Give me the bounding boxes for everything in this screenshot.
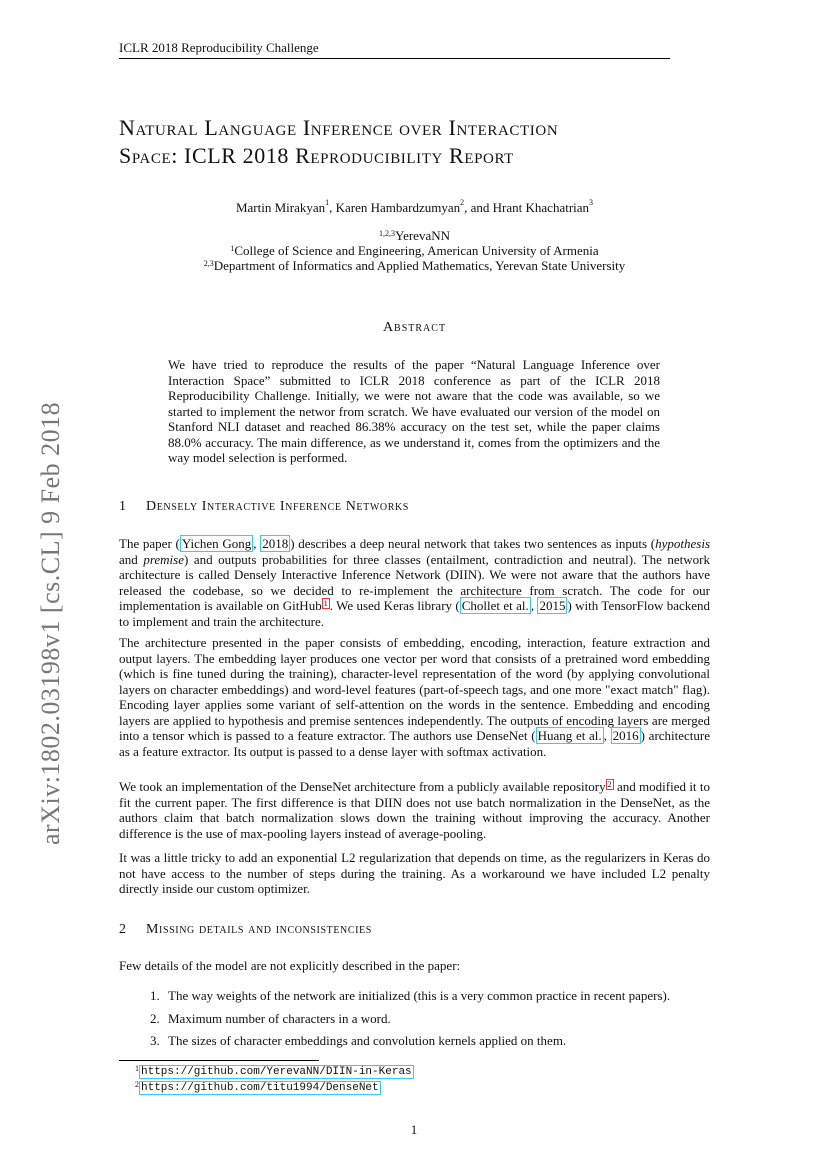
title-line-1: Natural Language Inference over Interaction bbox=[119, 115, 559, 140]
text: , bbox=[603, 728, 611, 743]
footnote-url-link[interactable]: https://github.com/YerevaNN/DIIN-in-Keras bbox=[141, 1066, 412, 1078]
arxiv-stamp[interactable]: arXiv:1802.03198v1 [cs.CL] 9 Feb 2018 bbox=[36, 401, 65, 845]
citation-link[interactable]: 2015 bbox=[539, 598, 566, 613]
header-rule bbox=[119, 58, 670, 59]
section-1-paragraph-3 bbox=[119, 779, 710, 841]
list-item bbox=[150, 1033, 710, 1048]
author-affil-sup: 1 bbox=[325, 198, 330, 207]
affiliation-line bbox=[119, 258, 710, 273]
affil-text: Department of Informatics and Applied Mathematics, Yerevan State University bbox=[213, 258, 626, 273]
section-number: 1 bbox=[119, 499, 127, 514]
list-text: The sizes of character embeddings and convolution kernels applied on them. bbox=[168, 1033, 567, 1048]
text: , bbox=[530, 598, 538, 613]
list-text: The way weights of the network are initialized (this is a very common practice in recent papers). bbox=[168, 988, 671, 1003]
section-1-heading bbox=[119, 499, 409, 515]
footnote-url-link[interactable]: https://github.com/titu1994/DenseNet bbox=[141, 1082, 379, 1094]
section-2-heading bbox=[119, 922, 372, 938]
citation-link[interactable]: Chollet et al. bbox=[461, 598, 529, 613]
footnote-rule bbox=[119, 1060, 319, 1061]
citation-link[interactable]: Yichen Gong bbox=[181, 536, 252, 551]
author-name: Hrant Khachatrian bbox=[492, 200, 590, 215]
footnote-number: 1 bbox=[135, 1064, 139, 1073]
affil-sup: 2,3 bbox=[203, 259, 214, 268]
abstract-heading: Abstract bbox=[382, 320, 447, 335]
list-item bbox=[150, 1011, 710, 1026]
citation-link[interactable]: 2018 bbox=[262, 536, 289, 551]
italic-term: premise bbox=[143, 551, 184, 567]
affil-text: College of Science and Engineering, American University of Armenia bbox=[234, 243, 599, 258]
text: We took an implementation of the DenseNet architecture from a publicly available repository bbox=[119, 779, 606, 794]
text: ) and outputs probabilities for three classes (entailment, contradiction and neutral). The network architecture is called Densely Interactive Inference Network (DIIN). We were not aware that the authors have released the codebase, so we decided to re-implement the architecture from scratch. The code for our implementation is available on GitHub bbox=[119, 551, 710, 613]
missing-details-list bbox=[150, 988, 710, 1056]
section-number: 2 bbox=[119, 922, 127, 937]
text: and modified it to fit the current paper. The first difference is that DIIN does not use batch normalization in the DenseNet, as the authors claim that batch normalization slows down the training without improving the accuracy. Another difference is the use of max-pooling layers instead of average-pooling. bbox=[119, 779, 710, 841]
section-1-paragraph-1 bbox=[119, 536, 710, 629]
title-line-2: Space: ICLR 2018 Reproducibility Report bbox=[119, 143, 514, 168]
text: ) describes a deep neural network that takes two sentences as inputs ( bbox=[290, 536, 656, 551]
affil-sup: 1 bbox=[230, 244, 235, 253]
text: ) architecture as a feature extractor. Its output is passed to a dense layer with softmax activation. bbox=[119, 728, 711, 759]
list-text: Maximum number of characters in a word. bbox=[168, 1010, 391, 1026]
section-2-intro: Few details of the model are not explicitly described in the paper: bbox=[119, 958, 461, 973]
abstract-text: We have tried to reproduce the results of the paper “Natural Language Inference over Interaction Space” submitted to ICLR 2018 conference as part of the ICLR 2018 Reproducibility Challenge. Initially, we were not aware that the code was available, so we started to implement the networ from scratch. We have evaluated our version of the model on Stanford NLI dataset and reached 86.38% accuracy on the test set, while the paper claims 88.0% accuracy. The main difference, as we understand it, comes from the optimizers and the way model selection is performed. bbox=[168, 357, 660, 465]
affil-sup: 1,2,3 bbox=[378, 229, 395, 238]
citation-link[interactable]: 2016 bbox=[612, 728, 639, 743]
citation-link[interactable]: Huang et al. bbox=[537, 728, 602, 743]
list-item bbox=[150, 988, 710, 1003]
footnote-2 bbox=[135, 1082, 381, 1094]
author-name: Karen Hambardzumyan bbox=[335, 200, 461, 215]
affiliation-line bbox=[119, 228, 710, 243]
affiliation-line bbox=[119, 243, 710, 258]
footnote-link[interactable]: 2 bbox=[607, 780, 612, 789]
author-name: Martin Mirakyan bbox=[235, 200, 326, 215]
running-header: ICLR 2018 Reproducibility Challenge bbox=[119, 40, 319, 55]
section-1-paragraph-4: It was a little tricky to add an exponential L2 regularization that depends on time, as the regularizers in Keras do not have access to the number of steps during the training. As a workaround we have included L2 penalty directly inside our custom optimizer. bbox=[119, 850, 710, 896]
author-affil-sup: 2 bbox=[460, 198, 465, 207]
author-affil-sup: 3 bbox=[589, 198, 594, 207]
author-sep: , bbox=[329, 200, 336, 215]
footnote-1 bbox=[135, 1066, 414, 1078]
text: . We used Keras library ( bbox=[329, 598, 460, 613]
section-title: Densely Interactive Inference Networks bbox=[146, 499, 409, 514]
affil-text: YerevaNN bbox=[394, 228, 450, 243]
list-number: 3. bbox=[150, 1033, 160, 1048]
section-1-paragraph-2 bbox=[119, 635, 710, 759]
text: ) with TensorFlow backend to implement and train the architecture. bbox=[119, 598, 711, 629]
text: and bbox=[119, 551, 144, 567]
footnote-link[interactable]: 1 bbox=[323, 599, 328, 608]
affiliations bbox=[119, 228, 710, 273]
italic-term: hypothesis bbox=[655, 536, 711, 551]
author-list bbox=[119, 200, 710, 216]
section-title: Missing details and inconsistencies bbox=[146, 922, 372, 937]
footnote-number: 2 bbox=[135, 1080, 139, 1089]
page-number: 1 bbox=[410, 1122, 418, 1137]
text: The paper ( bbox=[119, 536, 180, 551]
list-number: 1. bbox=[150, 988, 160, 1003]
text: , bbox=[253, 536, 261, 551]
list-number: 2. bbox=[150, 1010, 160, 1026]
paper-title bbox=[119, 114, 719, 170]
text: The architecture presented in the paper consists of embedding, encoding, interaction, feature extraction and output layers. The embedding layer produces one vector per word that consists of a pretrained word embedding (which is fine tuned during the training), character-level representation of the word (by applying convolutional layers on character embeddings) and word-level features (part-of-speech tags, and one more "exact match" flag). Encoding layer applies some variant of self-attention on the words in the sentence. Embedding and encoding layers are applied to hypothesis and premise sentences independently. The outputs of encoding layers are merged into a tensor which is passed to a feature extractor. The authors use DenseNet ( bbox=[119, 635, 710, 743]
author-sep: , and bbox=[464, 200, 493, 215]
